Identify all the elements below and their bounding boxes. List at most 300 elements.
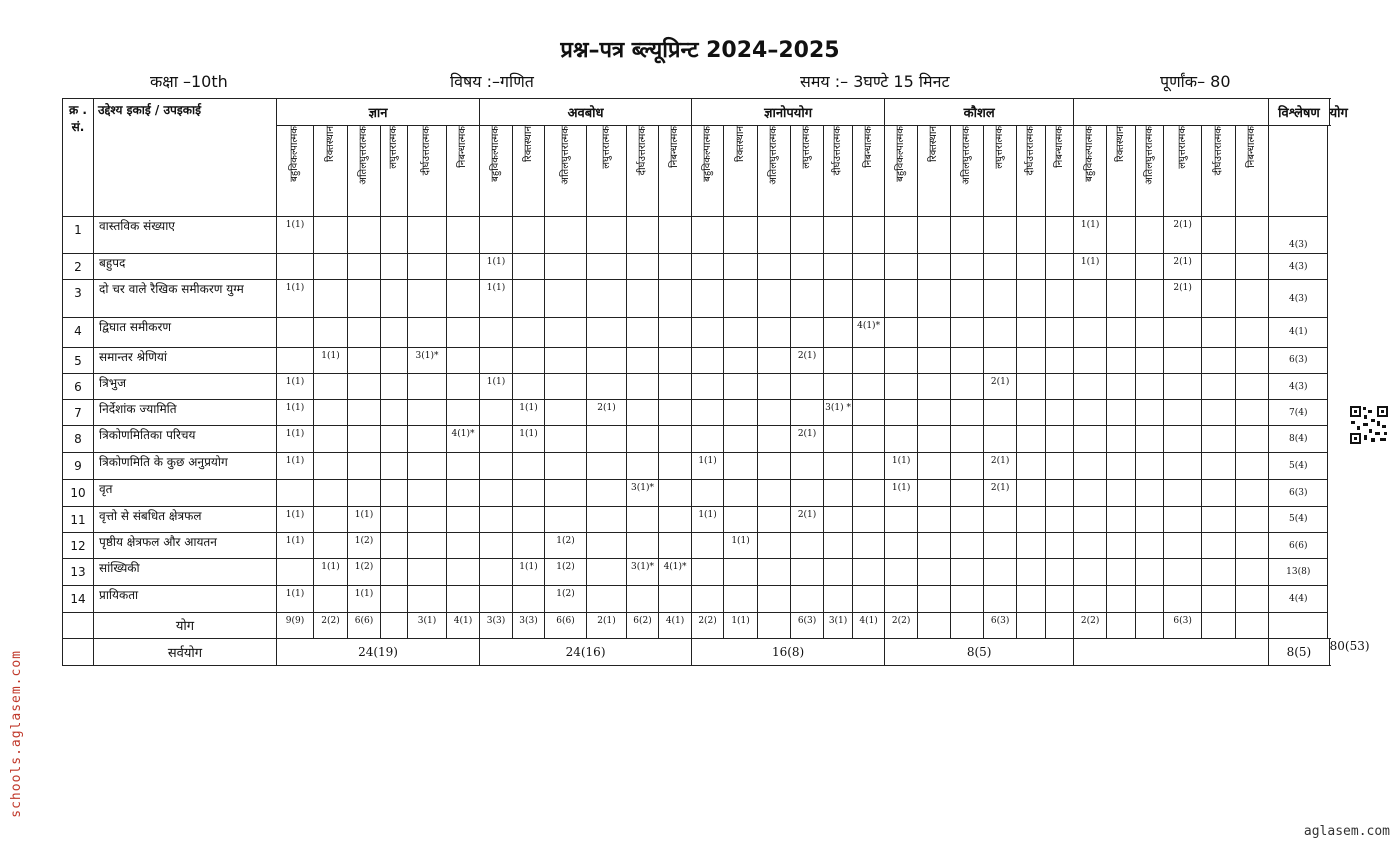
marks-cell [381,347,408,373]
marks-cell [758,347,791,373]
marks-cell [758,559,791,586]
marks-cell [1136,280,1164,317]
grand-total-label: सर्वयोग [94,638,277,665]
marks-cell [1107,479,1136,506]
footer-watermark: aglasem.com [1303,824,1390,839]
marks-cell [758,506,791,532]
marks-cell [447,347,480,373]
marks-cell [1046,533,1074,559]
row-total: 4(3) [1269,217,1328,254]
marks-cell [447,280,480,317]
marks-cell [348,400,381,426]
marks-cell [853,400,885,426]
marks-cell [314,479,348,506]
marks-cell [513,317,545,347]
marks-cell [545,452,587,479]
question-type-header: लघुत्तरात्मक [600,126,612,169]
marks-cell: 4(1)* [447,426,480,452]
marks-cell [1074,400,1107,426]
serial-number: 8 [63,426,94,452]
table-row [63,559,1330,586]
question-type-header: लघुत्तरात्मक [388,126,399,169]
topic-name: बहुपद [94,254,277,280]
marks-cell [513,254,545,280]
marks-cell [853,374,885,400]
table-row [63,374,1330,400]
marks-cell [984,400,1017,426]
marks-cell [627,374,659,400]
marks-cell [1202,452,1236,479]
marks-cell [1046,426,1074,452]
marks-cell [1046,374,1074,400]
marks-cell: 1(1) [480,374,513,400]
marks-cell: 2(1) [984,374,1017,400]
question-type-header: बहुविकल्पात्मक [289,126,300,182]
time-label: समय :– 3घण्टे 15 मिनट [800,72,950,91]
blueprint-table [62,98,1370,666]
sum-cell: 6(3) [984,612,1017,638]
marks-cell [1074,506,1107,532]
marks-cell [314,452,348,479]
marks-cell [587,254,627,280]
marks-cell [1017,217,1046,254]
marks-cell [587,479,627,506]
marks-cell [758,400,791,426]
marks-cell [758,374,791,400]
marks-cell [447,254,480,280]
table-row [63,254,1330,280]
marks-cell [1046,254,1074,280]
marks-cell [724,400,758,426]
marks-cell [918,586,951,612]
marks-cell [1136,374,1164,400]
marks-cell [659,217,692,254]
sum-cell: 2(2) [692,612,724,638]
row-total: 6(6) [1269,533,1328,559]
marks-cell [853,479,885,506]
question-type-header: निबन्धात्मक [457,126,469,168]
marks-cell [1136,317,1164,347]
marks-cell [1017,426,1046,452]
marks-cell [381,217,408,254]
marks-cell [447,374,480,400]
marks-cell [824,374,853,400]
marks-cell [1074,347,1107,373]
serial-number: 5 [63,347,94,373]
marks-cell: 2(1) [1164,217,1202,254]
sum-row [63,612,1330,638]
marks-cell [853,426,885,452]
marks-cell [314,280,348,317]
question-type-header: अतिलघुत्तरात्मक [961,126,973,185]
marks-cell [513,479,545,506]
marks-cell: 1(1) [692,452,724,479]
marks-cell [447,559,480,586]
marks-cell [951,280,984,317]
marks-cell [277,479,314,506]
marks-cell [1017,452,1046,479]
marks-cell [1046,479,1074,506]
marks-cell [408,479,447,506]
marks-cell [918,452,951,479]
marks-cell [1074,280,1107,317]
marks-cell [627,586,659,612]
marks-cell [692,586,724,612]
sum-cell [1236,612,1269,638]
marks-cell [587,347,627,373]
marks-cell: 1(1) [885,452,918,479]
marks-cell [1107,400,1136,426]
row-total: 6(3) [1269,347,1328,373]
marks-cell [791,559,824,586]
marks-cell [724,426,758,452]
sum-cell: 3(1) [824,612,853,638]
marks-cell [984,426,1017,452]
marks-cell [659,426,692,452]
marks-cell [1074,533,1107,559]
marks-cell [758,586,791,612]
marks-cell [1074,559,1107,586]
marks-cell [1046,506,1074,532]
marks-cell [824,452,853,479]
marks-cell [984,217,1017,254]
table-row [63,317,1330,347]
sum-cell [1136,612,1164,638]
marks-cell [627,317,659,347]
marks-cell [314,533,348,559]
marks-cell [951,374,984,400]
marks-cell [1202,533,1236,559]
sum-total [1269,612,1328,638]
topic-name: प्रायिकता [94,586,277,612]
marks-cell [885,506,918,532]
table-row [63,217,1330,254]
marks-cell: 2(1) [587,400,627,426]
serial-number: 12 [63,533,94,559]
marks-cell [659,533,692,559]
marks-cell [314,426,348,452]
marks-cell: 1(1) [314,347,348,373]
marks-cell [824,347,853,373]
marks-cell [918,374,951,400]
marks-cell [348,374,381,400]
serial-number: 10 [63,479,94,506]
marks-cell [587,280,627,317]
marks-cell [545,506,587,532]
question-type-header: निबन्धात्मक [862,126,874,168]
marks-cell [408,400,447,426]
marks-cell [513,374,545,400]
marks-cell [724,479,758,506]
marks-cell [918,506,951,532]
marks-cell: 1(1) [277,280,314,317]
row-total: 6(3) [1269,479,1328,506]
marks-cell [791,280,824,317]
marks-cell [791,400,824,426]
question-type-header: निबन्धात्मक [1053,126,1065,168]
marks-cell [918,280,951,317]
marks-cell: 1(1) [885,479,918,506]
topic-header: उद्देश्य इकाई / उपइकाई [94,99,277,217]
marks-cell [1017,374,1046,400]
marks-cell [1136,586,1164,612]
table-row [63,533,1330,559]
marks-cell [885,400,918,426]
marks-cell [824,254,853,280]
marks-cell [480,217,513,254]
marks-cell: 2(1) [791,347,824,373]
row-total: 4(3) [1269,254,1328,280]
marks-cell: 1(1) [513,400,545,426]
marks-cell [1236,559,1269,586]
marks-cell [853,347,885,373]
marks-cell [692,254,724,280]
page-title: प्रश्न–पत्र ब्ल्यूप्रिन्ट 2024–2025 [560,38,840,63]
marks-cell [1136,533,1164,559]
marks-cell [277,347,314,373]
marks-cell [545,426,587,452]
marks-cell [758,533,791,559]
row-total: 5(4) [1269,506,1328,532]
marks-cell [381,506,408,532]
marks-cell [480,426,513,452]
marks-cell [381,317,408,347]
marks-cell [381,400,408,426]
marks-cell [545,280,587,317]
sum-cell: 2(2) [885,612,918,638]
marks-cell [1107,506,1136,532]
marks-cell [1202,479,1236,506]
marks-cell [1136,479,1164,506]
marks-cell [587,533,627,559]
marks-cell [545,317,587,347]
marks-cell [692,479,724,506]
sum-cell: 6(2) [627,612,659,638]
marks-cell [1202,426,1236,452]
marks-cell [1107,217,1136,254]
sum-cell: 3(1) [408,612,447,638]
marks-cell [791,452,824,479]
marks-cell [627,426,659,452]
row-total: 5(4) [1269,452,1328,479]
marks-cell [951,317,984,347]
marks-cell [1017,317,1046,347]
table-row [63,280,1330,317]
marks-cell [348,452,381,479]
marks-cell [1017,506,1046,532]
marks-cell: 3(1)* [627,479,659,506]
marks-cell [545,347,587,373]
sum-cell: 3(3) [480,612,513,638]
marks-cell [692,347,724,373]
marks-cell [724,374,758,400]
sno-header: क्र . सं. [63,99,94,217]
marks-cell [1017,586,1046,612]
marks-cell [1017,254,1046,280]
sum-cell [951,612,984,638]
marks-cell: 4(1)* [659,559,692,586]
marks-cell [314,506,348,532]
marks-cell [314,254,348,280]
marks-cell [1164,317,1202,347]
marks-cell [1164,347,1202,373]
marks-cell [1236,586,1269,612]
marks-cell [1107,347,1136,373]
question-type-header: लघुत्तरात्मक [1176,126,1188,169]
marks-cell [408,506,447,532]
table-row [63,347,1330,373]
marks-cell [348,217,381,254]
topic-name: समान्तर श्रेणियां [94,347,277,373]
marks-cell [824,533,853,559]
marks-cell [724,280,758,317]
marks-cell [447,506,480,532]
marks-cell [885,254,918,280]
sum-cell: 4(1) [853,612,885,638]
serial-number: 13 [63,559,94,586]
marks-cell: 1(1) [480,280,513,317]
marks-cell [724,559,758,586]
group-header: ज्ञानोपयोग [692,99,885,126]
row-total: 7(4) [1269,400,1328,426]
row-total: 8(4) [1269,426,1328,452]
marks-cell [984,317,1017,347]
marks-cell: 3(1)* [408,347,447,373]
marks-cell: 1(1) [277,217,314,254]
marks-cell [1107,586,1136,612]
marks-cell [348,254,381,280]
marks-cell [1164,426,1202,452]
marks-cell [627,280,659,317]
sum-cell: 2(1) [587,612,627,638]
marks-cell [627,347,659,373]
marks-cell [447,479,480,506]
marks-cell [1107,254,1136,280]
question-type-header: अतिलघुत्तरात्मक [559,126,571,185]
marks-cell [1164,559,1202,586]
marks-cell [480,452,513,479]
marks-cell [984,280,1017,317]
marks-cell [1164,479,1202,506]
marks-cell [824,479,853,506]
marks-cell [1017,533,1046,559]
sum-cell: 2(2) [314,612,348,638]
qr-code-icon [1349,405,1389,445]
marks-cell [480,400,513,426]
marks-cell [758,280,791,317]
marks-cell [545,254,587,280]
marks-cell [918,347,951,373]
question-type-header: दीर्घउत्तरात्मक [421,126,432,176]
marks-cell [408,280,447,317]
marks-cell [513,533,545,559]
marks-cell [853,559,885,586]
marks-cell [1236,217,1269,254]
marks-cell [885,317,918,347]
question-type-header: बहुविकल्पात्मक [490,126,502,182]
marks-cell [1074,374,1107,400]
sum-cell [758,612,791,638]
marks-cell [1046,280,1074,317]
serial-number: 3 [63,280,94,317]
marks-cell [724,317,758,347]
marks-cell [513,452,545,479]
marks-cell [692,317,724,347]
row-total: 4(1) [1269,317,1328,347]
marks-cell [1236,452,1269,479]
marks-cell [951,426,984,452]
marks-cell [885,533,918,559]
table-row [63,479,1330,506]
marks-cell [791,254,824,280]
marks-cell [1046,400,1074,426]
marks-cell: 1(1) [277,533,314,559]
marks-cell: 1(2) [545,586,587,612]
marks-cell: 2(1) [984,479,1017,506]
marks-cell [545,400,587,426]
marks-cell [885,586,918,612]
question-type-header: बहुविकल्पात्मक [701,126,713,182]
sum-cell: 9(9) [277,612,314,638]
marks-cell: 2(1) [1164,280,1202,317]
grand-group-total: 24(19) [277,638,480,665]
topic-name: द्विघात समीकरण [94,317,277,347]
marks-cell [791,479,824,506]
marks-cell [587,217,627,254]
row-total: 4(3) [1269,280,1328,317]
marks-cell [545,374,587,400]
marks-cell [1202,586,1236,612]
marks-cell [1046,586,1074,612]
marks-cell [1017,400,1046,426]
question-type-header: दीर्घउत्तरात्मक [832,126,844,176]
marks-cell [1046,317,1074,347]
marks-cell [885,426,918,452]
marks-cell [1136,254,1164,280]
marks-cell [724,506,758,532]
marks-cell [627,506,659,532]
marks-cell [1136,559,1164,586]
question-type-header: निबन्धात्मक [669,126,681,168]
marks-cell [587,374,627,400]
marks-cell: 2(1) [1164,254,1202,280]
grand-group-total: 8(5) [1269,638,1329,665]
question-type-header: निबन्धात्मक [1246,126,1258,168]
marks-cell [381,586,408,612]
marks-cell [627,254,659,280]
marks-cell [1074,426,1107,452]
marks-cell [1136,400,1164,426]
marks-cell [314,217,348,254]
marks-cell [1017,280,1046,317]
serial-number: 4 [63,317,94,347]
marks-cell [513,217,545,254]
marks-cell [314,317,348,347]
marks-cell [587,317,627,347]
marks-cell [1236,280,1269,317]
marks-cell: 1(2) [545,533,587,559]
marks-cell [824,586,853,612]
marks-cell [1202,254,1236,280]
marks-cell [1236,400,1269,426]
marks-cell [724,217,758,254]
marks-cell [951,559,984,586]
row-total: 4(3) [1269,374,1328,400]
serial-number: 1 [63,217,94,254]
marks-cell [659,452,692,479]
marks-cell [1164,586,1202,612]
marks-cell [984,586,1017,612]
